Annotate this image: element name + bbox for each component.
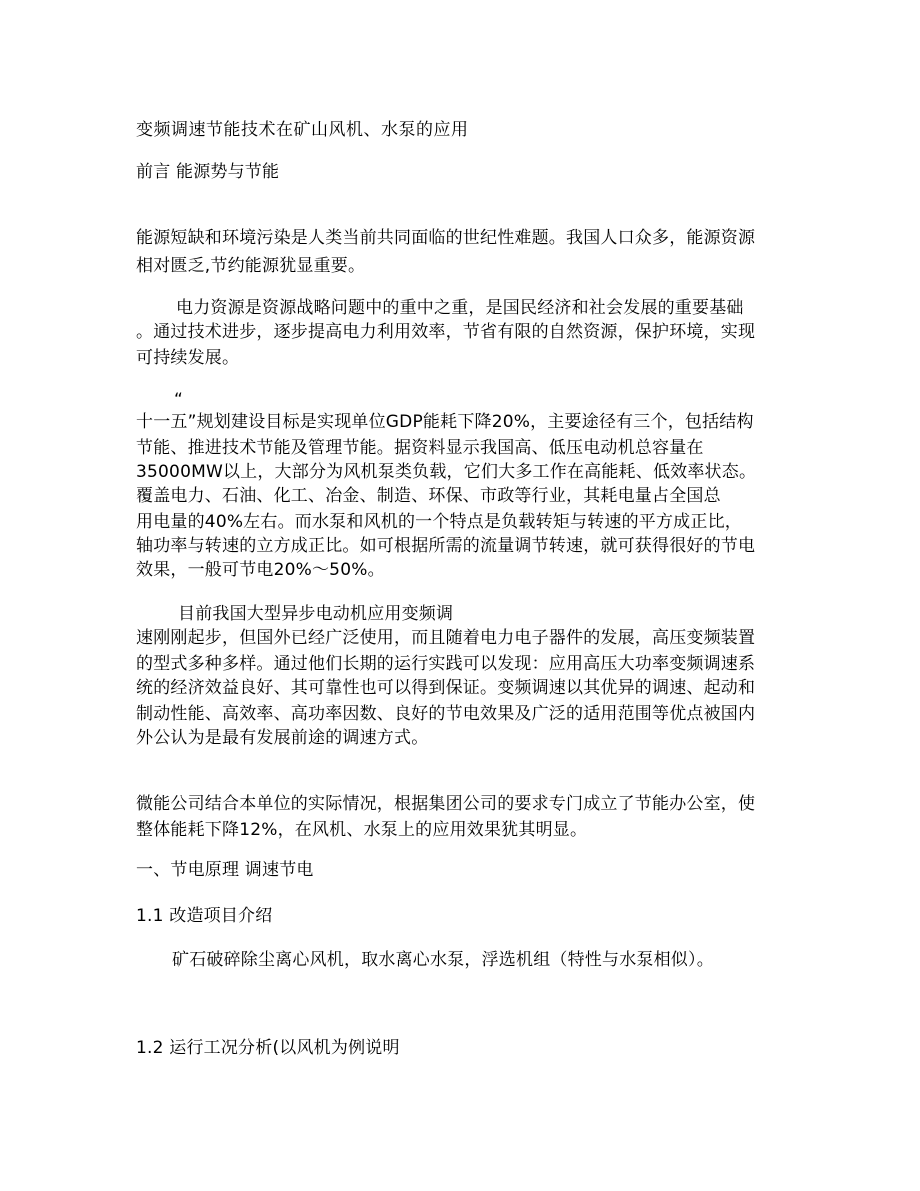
section-heading: 一、节电原理 调速节电 [136, 860, 314, 880]
paragraph-line: 效果，一般可节电20%～50%。 [136, 560, 385, 580]
paragraph-line: 的型式多种多样。通过他们长期的运行实践可以发现：应用高压大功率变频调速系 [136, 654, 756, 674]
paragraph-line: 统的经济效益良好、其可靠性也可以得到保证。变频调速以其优异的调速、起动和 [136, 678, 756, 698]
paragraph-line: 35000MW以上，大部分为风机泵类负载，它们大多工作在高能耗、低效率状态。 [136, 462, 757, 482]
paragraph-line: 整体能耗下降12%，在风机、水泵上的应用效果犹其明显。 [136, 820, 588, 840]
subsection-heading: 1.1 改造项目介绍 [136, 906, 273, 926]
paragraph-line: 覆盖电力、石油、化工、冶金、制造、环保、市政等行业，其耗电量占全国总 [136, 486, 721, 506]
paragraph-line: 。通过技术进步，逐步提高电力利用效率，节省有限的自然资源，保护环境，实现 [136, 322, 756, 342]
paragraph-line: 外公认为是最有发展前途的调速方式。 [136, 728, 429, 748]
paragraph-line: 轴功率与转速的立方成正比。如可根据所需的流量调节转速，就可获得很好的节电 [136, 536, 756, 556]
paragraph-line: 目前我国大型异步电动机应用变频调 [178, 604, 454, 624]
preface-heading: 前言 能源势与节能 [136, 162, 280, 182]
subsection-heading: 1.2 运行工况分析(以风机为例说明 [136, 1038, 400, 1058]
quote-mark: “ [174, 390, 184, 410]
paragraph-line: 十一五”规划建设目标是实现单位GDP能耗下降20%，主要途径有三个，包括结构 [136, 412, 754, 432]
paragraph-line: 相对匮乏,节约能源犹显重要。 [136, 256, 366, 276]
paragraph-line: 矿石破碎除尘离心风机，取水离心水泵，浮选机组（特性与水泵相似）。 [172, 950, 714, 970]
paragraph-line: 节能、推进技术节能及管理节能。据资料显示我国高、低压电动机总容量在 [136, 438, 704, 458]
paragraph-line: 能源短缺和环境污染是人类当前共同面临的世纪性难题。我国人口众多，能源资源 [136, 228, 756, 248]
paragraph-line: 微能公司结合本单位的实际情况，根据集团公司的要求专门成立了节能办公室，使 [136, 794, 756, 814]
paragraph-line: 可持续发展。 [136, 348, 240, 368]
document-title: 变频调速节能技术在矿山风机、水泵的应用 [136, 120, 469, 140]
paragraph-line: 电力资源是资源战略问题中的重中之重，是国民经济和社会发展的重要基础 [176, 298, 744, 318]
paragraph-line: 速刚刚起步，但国外已经广泛使用，而且随着电力电子器件的发展，高压变频装置 [136, 628, 756, 648]
paragraph-line: 制动性能、高效率、高功率因数、良好的节电效果及广泛的适用范围等优点被国内 [136, 704, 756, 724]
paragraph-line: 用电量的40%左右。而水泵和风机的一个特点是负载转矩与转速的平方成正比， [136, 512, 742, 532]
